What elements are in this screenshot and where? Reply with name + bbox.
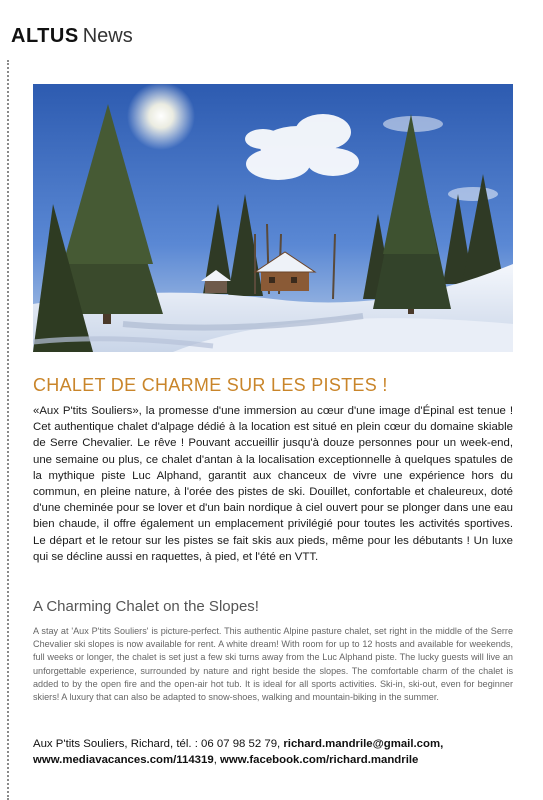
chalet-photo-illustration [33, 84, 513, 352]
contact-name-phone: Aux P'tits Souliers, Richard, tél. : 06 07 98 52 79, [33, 738, 284, 750]
website-link[interactable]: www.mediavacances.com/114319 [33, 754, 214, 766]
section-name: News [82, 25, 133, 47]
article-body-english: A stay at 'Aux P'tits Souliers' is picture-perfect. This authentic Alpine pasture chalet, set right in the middle of the Serre Chevalier ski slopes is now available for rent. A white dream! With room for up to 12 hosts and available for weekends, full weeks or longer, the chalet is set just a few ski turns away from the Luc Alphand piste. The lucky guests will live an unforgettable experience, surrounded by nature and right beside the slopes. The comfortable charm of the chalet is added to by the open fire and the open-air hot tub. It is ideal for all sports activities. Ski-in, ski-out, even for beginner skiers! A luxury that can also be adapted to snow-shoes, walking and mountain-biking in the summer. [33, 626, 513, 703]
magazine-header [11, 24, 133, 48]
contact-separator: , [213, 754, 221, 766]
article-subheadline-english: A Charming Chalet on the Slopes! [33, 598, 259, 615]
contact-email-link[interactable]: richard.mandrile@gmail.com, [283, 738, 444, 750]
page-margin-dotted-rule [7, 60, 9, 800]
sun [127, 84, 195, 150]
article-body-french: «Aux P'tits Souliers», la promesse d'une immersion au cœur d'une image d'Épinal est tenue ! Cet authentique chalet d'alpage dédié à la location est situé en plein cœur du domaine skiable de Serre Chevalier. Le rêve ! Pouvant accueillir jusqu'à douze personnes pour un week-end, une semaine ou plus, ce chalet d'antan à la localisation exceptionnelle à quelques spatules de la mythique piste Luc Alphand, garantit aux chanceux de vivre une expérience hors du commun, en pleine nature, à l'orée des pistes de ski. Douillet, confortable et chaleureux, doté d'une cheminée pour se lover et d'un bain nordique à ciel ouvert pour se plonger dans une eau bien chaude, il offre également un emplacement privilégié pour toutes les activités sportives. Le départ et le retour sur les pistes se fait skis aux pieds, même pour les débutants ! Un luxe qui se décline aussi en raquettes, à pied, et l'été en VTT. [33, 405, 513, 563]
brand-name: ALTUS [11, 25, 79, 47]
article-headline: CHALET DE CHARME SUR LES PISTES ! [33, 375, 388, 395]
contact-block [33, 736, 513, 768]
facebook-link[interactable]: www.facebook.com/richard.mandrile [220, 754, 419, 766]
chalet-photo [33, 84, 513, 352]
